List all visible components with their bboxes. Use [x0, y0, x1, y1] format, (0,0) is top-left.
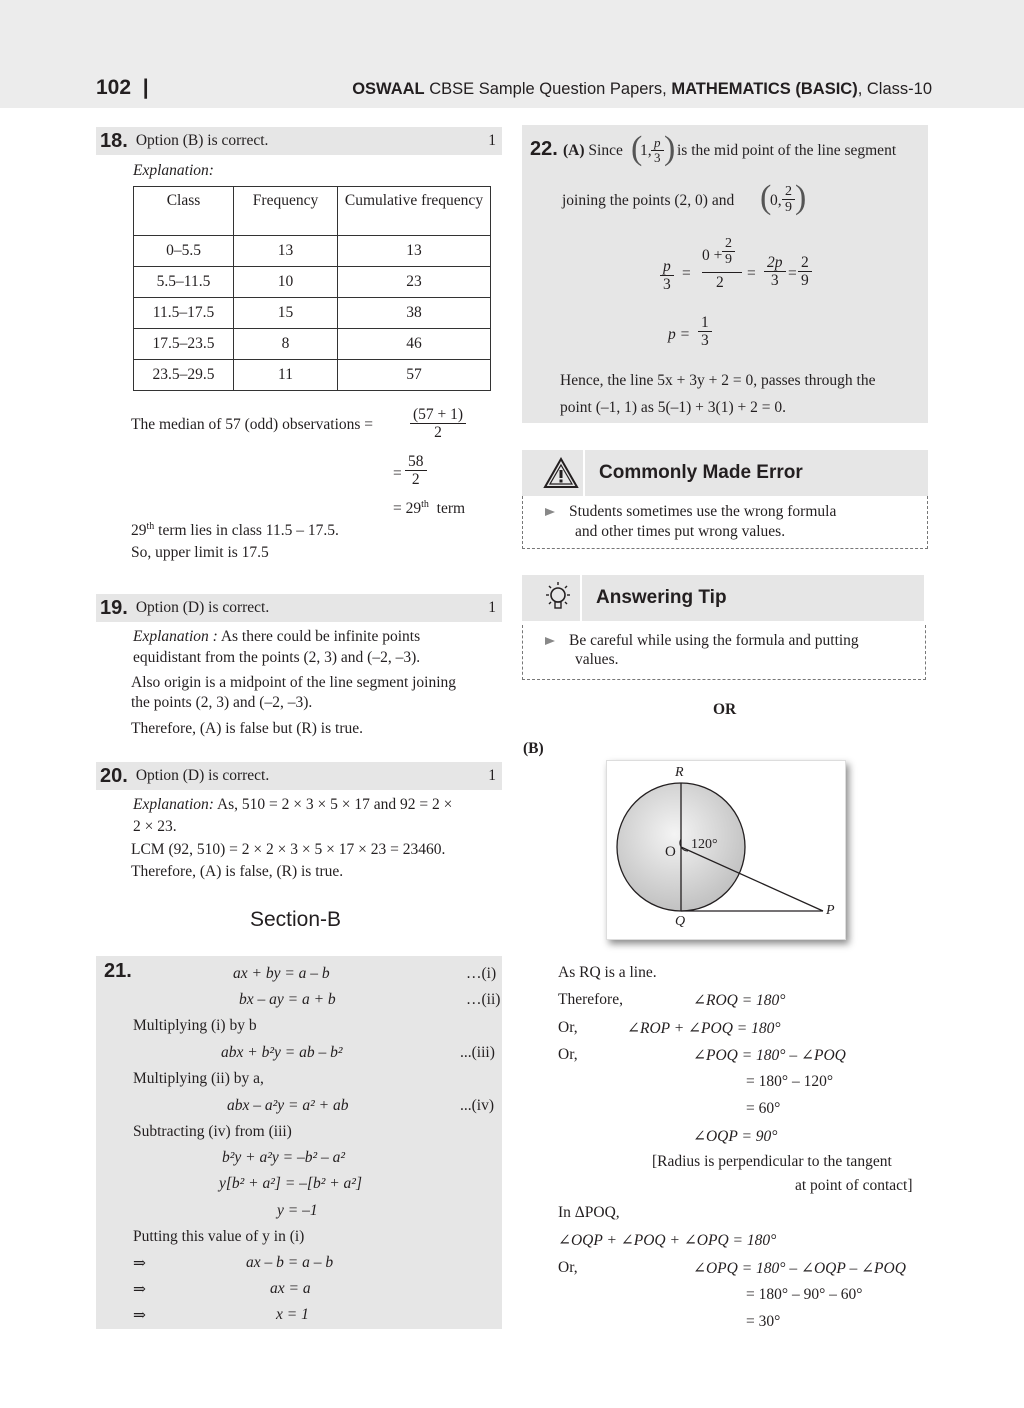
q21-eq8: ax – b = a – b [246, 1254, 334, 1271]
q19-mark: 1 [488, 599, 496, 616]
tip-box-header [522, 575, 924, 621]
q18-explanation-label: Explanation: [133, 162, 214, 179]
q21-eq2: bx – ay = a + b [239, 991, 336, 1008]
header-subject: MATHEMATICS (BASIC) [671, 80, 858, 98]
table-header-frequency: Frequency [234, 187, 338, 236]
error-box-title: Commonly Made Error [599, 462, 803, 483]
q19-line3: Also origin is a midpoint of the line segment joining [131, 674, 457, 691]
q20-exp-line1: Explanation: As, 510 = 2 × 3 × 5 × 17 and 92 = 2 × [133, 796, 453, 813]
q19-header [96, 594, 502, 622]
q21-tag1: …(i) [466, 965, 497, 982]
partb-e7: ∠OQP + ∠POQ + ∠OPQ = 180° [558, 1232, 777, 1249]
implies-arrow: ⇒ [133, 1255, 146, 1272]
eq-r1: $\frac{2p}{3}$ [764, 254, 786, 289]
table-cell: 10 [234, 267, 338, 298]
q21-eq6: y[b² + a²] = –[b² + a²] [219, 1175, 362, 1192]
lightbulb-icon [536, 575, 582, 621]
geometry-figure [606, 760, 846, 940]
q21-eq10: x = 1 [276, 1306, 309, 1323]
warning-icon [539, 450, 585, 496]
q21-eq5: b²y + a²y = –b² – a² [222, 1149, 346, 1166]
header-title [352, 80, 932, 99]
q18-line2: So, upper limit is 17.5 [131, 544, 269, 561]
partb-therefore: Therefore, [558, 991, 623, 1008]
q19-exp-line2: equidistant from the points (2, 3) and (–2, –3). [133, 649, 421, 666]
q21-mult2: Multiplying (ii) by a, [133, 1070, 264, 1087]
q20-line3: LCM (92, 510) = 2 × 2 × 3 × 5 × 17 × 23 = 23460. [131, 841, 446, 858]
header-class: , Class-10 [857, 80, 932, 98]
q21-panel [96, 956, 502, 1329]
page-number: 102 | [96, 76, 149, 99]
eq-mid-small-frac: $\frac{2}{9}$ [722, 236, 735, 268]
point1-x: 1, [640, 142, 652, 159]
table-cell: 13 [338, 236, 491, 267]
table-cell: 23 [338, 267, 491, 298]
equals-sign: = [682, 265, 691, 282]
point2-x: 0, [770, 192, 782, 209]
q18-option: Option (B) is correct. [135, 132, 269, 149]
step2-num: 58 [405, 453, 427, 471]
q19-line5: Therefore, (A) is false but (R) is true. [131, 720, 363, 737]
partb-or1: Or, [558, 1019, 578, 1036]
q21-tag3: ...(iii) [460, 1044, 495, 1061]
q20-option: Option (D) is correct. [135, 767, 270, 784]
p-value: $\frac{1}{3}$ [698, 314, 712, 349]
partb-e10: = 30° [746, 1313, 781, 1330]
label-r: R [675, 765, 684, 780]
q20-exp-line2: 2 × 23. [133, 818, 177, 835]
eq-lhs: $\frac{p}{3}$ [660, 258, 674, 293]
q18-line1: 29th term lies in class 11.5 – 17.5. [131, 521, 339, 540]
q20-header [96, 762, 502, 790]
implies-arrow: ⇒ [133, 1281, 146, 1298]
table-row [134, 298, 491, 329]
q21-tag4: ...(iv) [460, 1097, 495, 1114]
q22-number: 22. [530, 138, 558, 160]
table-cell: 38 [338, 298, 491, 329]
error-box-line2: and other times put wrong values. [575, 523, 786, 540]
median-fraction [410, 406, 466, 441]
table-row [134, 236, 491, 267]
table-header-class: Class [134, 187, 234, 236]
q22-joining: joining the points (2, 0) and [562, 192, 735, 209]
partb-note1: [Radius is perpendicular to the tangent [652, 1153, 892, 1170]
q20-mark: 1 [488, 767, 496, 784]
table-cell: 23.5–29.5 [134, 360, 234, 391]
two-ninths: $\frac{2}{9}$ [782, 184, 795, 216]
eq-mid-den: 2 [716, 274, 724, 291]
partb-e8: ∠OPQ = 180° – ∠OQP – ∠POQ [693, 1260, 906, 1277]
q18-number: 18. [100, 129, 128, 152]
error-box-header [522, 450, 928, 496]
table-cell: 15 [234, 298, 338, 329]
q21-sub: Subtracting (iv) from (iii) [133, 1123, 292, 1140]
median-text: The median of 57 (odd) observations = [131, 416, 374, 433]
partb-in: In ΔPOQ, [558, 1204, 620, 1221]
tip-box-line2: values. [575, 651, 619, 668]
partb-e4: = 180° – 120° [746, 1073, 834, 1090]
eq-mid-top: 0 + [702, 247, 723, 264]
q19-number: 19. [100, 596, 128, 619]
partb-line1: As RQ is a line. [558, 964, 657, 981]
q19-line4: the points (2, 3) and (–2, –3). [131, 694, 313, 711]
implies-arrow: ⇒ [133, 1307, 146, 1324]
table-row [134, 329, 491, 360]
equals-sign: = [393, 465, 402, 482]
tip-box-title: Answering Tip [596, 587, 727, 608]
label-q: Q [675, 914, 686, 929]
section-b-title: Section-B [250, 908, 342, 931]
q21-eq7: y = –1 [277, 1202, 318, 1219]
frequency-table [133, 186, 491, 391]
q21-mult1: Multiplying (i) by b [133, 1017, 257, 1034]
tip-box-line1: Be careful while using the formula and putting [545, 632, 859, 650]
step3: = 29th term [393, 499, 466, 518]
partb-e3: ∠POQ = 180° – ∠POQ [693, 1047, 846, 1064]
table-row [134, 267, 491, 298]
paren-right: ) [795, 179, 807, 216]
table-cell: 57 [338, 360, 491, 391]
q21-eq4: abx – a²y = a² + ab [227, 1097, 349, 1114]
q21-tag2: …(ii) [466, 991, 501, 1008]
table-cell: 5.5–11.5 [134, 267, 234, 298]
q18-header [96, 127, 502, 155]
label-angle: 120° [691, 837, 718, 852]
p-over-3: $\frac{p}{3}$ [651, 136, 664, 166]
table-cell: 13 [234, 236, 338, 267]
median-den: 2 [434, 424, 442, 442]
q22-part-a: (A) Since [563, 142, 623, 159]
label-p: P [826, 903, 835, 918]
table-cell: 11.5–17.5 [134, 298, 234, 329]
partb-e6: ∠OQP = 90° [693, 1128, 778, 1145]
bullet-icon [545, 637, 555, 645]
partb-note2: at point of contact] [795, 1177, 913, 1194]
table-cell: 17.5–23.5 [134, 329, 234, 360]
table-header-row [134, 187, 491, 236]
q21-number: 21. [104, 960, 132, 982]
q18-mark: 1 [488, 132, 496, 149]
partb-e9: = 180° – 90° – 60° [746, 1286, 863, 1303]
eq-r2: $\frac{2}{9}$ [798, 254, 812, 289]
median-num: (57 + 1) [410, 406, 466, 424]
q20-line4: Therefore, (A) is false, (R) is true. [131, 863, 344, 880]
q22-mid-text: is the mid point of the line segment [677, 142, 897, 159]
q19-option: Option (D) is correct. [135, 599, 270, 616]
q21-eq9: ax = a [270, 1280, 311, 1297]
partb-e1: ∠ROQ = 180° [693, 992, 786, 1009]
equals-sign: = [747, 265, 756, 282]
fraction-bar [702, 272, 742, 273]
q22-hence1: Hence, the line 5x + 3y + 2 = 0, passes through the [560, 372, 876, 389]
step2-fraction [405, 453, 427, 488]
q19-exp-line1: Explanation : As there could be infinite points [133, 628, 421, 645]
table-row [134, 360, 491, 391]
partb-e2: ∠ROP + ∠POQ = 180° [627, 1020, 781, 1037]
q21-eq1: ax + by = a – b [233, 965, 330, 982]
p-equals: p = [668, 326, 691, 343]
or-separator: OR [713, 701, 737, 718]
table-cell: 11 [234, 360, 338, 391]
table-cell: 46 [338, 329, 491, 360]
header-brand: OSWAAL [352, 80, 425, 98]
q21-eq3: abx + b²y = ab – b² [221, 1044, 343, 1061]
partb-or2: Or, [558, 1046, 578, 1063]
q21-put: Putting this value of y in (i) [133, 1228, 305, 1245]
table-cell: 8 [234, 329, 338, 360]
q22-hence2: point (–1, 1) as 5(–1) + 3(1) + 2 = 0. [560, 399, 786, 416]
circle-diagram [607, 761, 847, 941]
table-cell: 0–5.5 [134, 236, 234, 267]
partb-e5: = 60° [746, 1100, 781, 1117]
bullet-icon [545, 508, 555, 516]
part-b-label: (B) [523, 740, 544, 757]
paren-left: ( [760, 179, 772, 216]
paren-left: ( [631, 130, 643, 167]
step2-den: 2 [411, 471, 420, 489]
eq-mid-fraction [702, 234, 742, 294]
equals-sign: = [788, 265, 797, 282]
q20-number: 20. [100, 764, 128, 787]
table-header-cumulative: Cumulative frequency [338, 187, 491, 236]
label-o: O [665, 844, 676, 860]
partb-or3: Or, [558, 1259, 578, 1276]
header-title-mid: CBSE Sample Question Papers, [424, 80, 672, 98]
error-box-line1: Students sometimes use the wrong formula [545, 503, 836, 521]
paren-right: ) [664, 130, 676, 167]
